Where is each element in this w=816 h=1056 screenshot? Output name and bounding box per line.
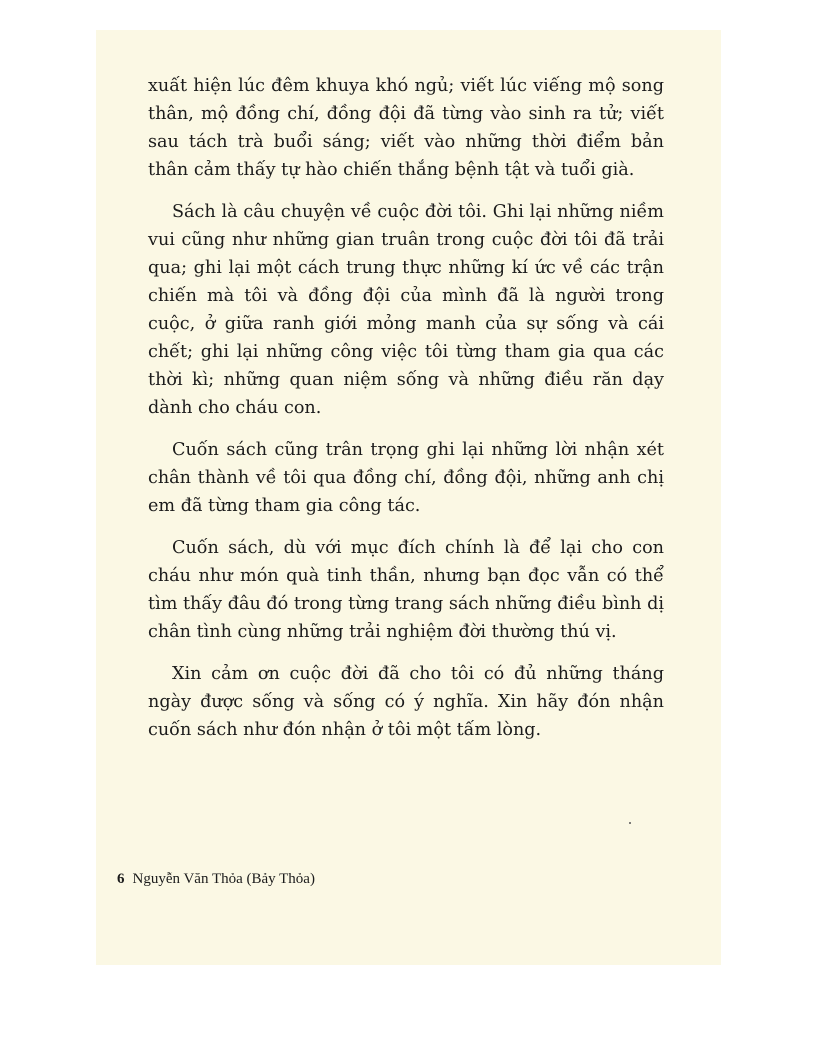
page-footer: [117, 871, 315, 888]
body-text: [148, 72, 664, 758]
book-page: [96, 30, 721, 965]
paragraph-1: xuất hiện lúc đêm khuya khó ngủ; viết lúc viếng mộ song thân, mộ đồng chí, đồng đội đã từng vào sinh ra tử; viết sau tách trà buổi sáng; viết vào những thời điểm bản thân cảm thấy tự hào chiến thắng bệnh tật và tuổi già.: [148, 76, 664, 180]
paragraph-2: Sách là câu chuyện về cuộc đời tôi. Ghi lại những niềm vui cũng như những gian truân trong cuộc đời tôi đã trải qua; ghi lại một cách trung thực những kí ức về các trận chiến mà tôi và đồng đội của mình đã là người trong cuộc, ở giữa ranh giới mỏng manh của sự sống và cái chết; ghi lại những công việc tôi từng tham gia qua các thời kì; những quan niệm sống và những điều răn dạy dành cho cháu con.: [148, 202, 664, 418]
paragraph-5: Xin cảm ơn cuộc đời đã cho tôi có đủ những tháng ngày được sống và sống có ý nghĩa. Xin hãy đón nhận cuốn sách như đón nhận ở tôi một tấm lòng.: [148, 664, 664, 740]
page-number: 6: [117, 871, 125, 887]
paragraph-4: Cuốn sách, dù với mục đích chính là để lại cho con cháu như món quà tinh thần, nhưng bạn đọc vẫn có thể tìm thấy đâu đó trong từng trang sách những điều bình dị chân tình cùng những trải nghiệm đời thường thú vị.: [148, 538, 664, 642]
scan-speck: [629, 822, 631, 824]
running-footer-author: Nguyễn Văn Thỏa (Bảy Thỏa): [132, 871, 315, 887]
paragraph-3: Cuốn sách cũng trân trọng ghi lại những lời nhận xét chân thành về tôi qua đồng chí, đồng đội, những anh chị em đã từng tham gia công tác.: [148, 440, 664, 516]
